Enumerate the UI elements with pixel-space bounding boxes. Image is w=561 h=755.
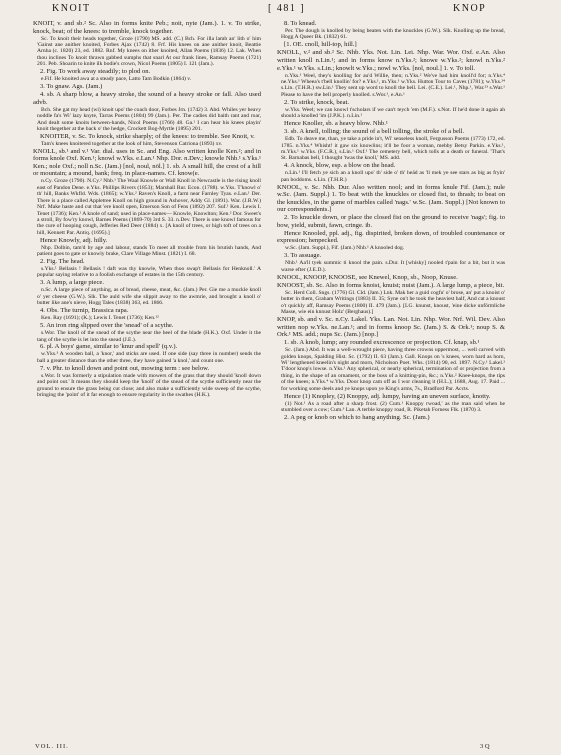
citation-block: Per. The dough is knolled by being beaten with the knuckles (G.W.). Slk. Knolling up the bread, Hogg A Queer Bk. (1832) 61. [281, 28, 505, 41]
sense-paragraph: 2. To strike, knock, beat. [284, 98, 349, 106]
volume-label: VOL. III. [35, 743, 69, 750]
right-column [277, 20, 505, 742]
left-column [33, 20, 261, 742]
headword-entry: KNOOST, sb. Sc. Also in forms knoist, knuist; nuist (Jam.). A large lump, a piece, bit. [277, 281, 505, 289]
sense-paragraph: 2. A peg or knob on which to hang anything. Sc. (Jam.) [284, 413, 430, 421]
headword-entry: KNOLL, v.² and sb.² Sc. Nhb. Yks. Not. Lin. Lei. Nhp. War. Wor. Oxf. e.An. Also written knoll n.Lin.¹; and in forms know n.Yks.²; knowe w.Yks.²; knowl n.Yks.² e.Yks.¹ w.Yks. s.Lin.; knowlt w.Yks.; nowl w.Yks. [nol, noul.] 1. v. To toll. [277, 49, 505, 72]
sense-paragraph: 6. pl. A boys' game, similar to 'knur and spell' (q.v.). [40, 343, 178, 351]
sense-paragraph: [1. OE. cnoll, hill-top, hill.] [284, 41, 357, 49]
citation-block: w.Yks.³ A wooden ball, a 'knor,' and sticks are used. If one side (say three in number) sends the ball a greater distance than the other three, they have gained 'a knol,' and count one. [37, 351, 261, 364]
sense-paragraph: Hence Knoller, sb. a heavy blow. Nhb.¹ [284, 120, 388, 128]
citation-block: e.Fif. He knoited awa at a steady pace, Latto Tam Bodkin (1864) v. [41, 76, 192, 83]
sense-paragraph: 3. To gnaw. Ags. (Jam.) [40, 83, 103, 91]
sense-paragraph: Hence Knowly, adj. hilly. [40, 236, 108, 244]
header-left-headword: KNOIT [52, 3, 91, 14]
sense-paragraph: 3. A lump, a large piece. [40, 279, 104, 287]
sense-paragraph: 2. Fig. To work away steadily; to plod on. [40, 68, 151, 76]
sense-paragraph: 4. A knock, blow, esp. a blow on the head. [284, 162, 396, 170]
citation-block: Sc. Herd Coll. Sngs. (1776) Gl. Cld. (Jam.) Lnk. Mak her a guid cogfu' o' brose, an' put a knoist o' butter in them, Graham Writings (1883) II. 35; Syne on't he took the heaviest half, And cat a knoust o't quickly aff, Ramsay Poems (1800) II. 479 (Jam.). [LG. knunst, knoust, 'eine dicke unförmliche Masse, wie ein knnust Holz' (Berghaus).] [281, 289, 505, 316]
running-header [0, 3, 561, 17]
sense-paragraph: 1. sb. A knob, lump; any rounded excrescence or projection. Cf. knap, sb.¹ [284, 339, 480, 347]
headword-entry: KNOLL, sb.¹ and v.¹ Var. dial. uses in Sc. and Eng. Also written knolle Ken.²; and in forms knole Oxf. Ken.¹; knowl w.Yks. e.Lan.¹ Nhp. Dor. n.Dev.; knowle Nhb.¹ s.Yks.¹ Ken.; nole Oxf.; noll n.Sc. (Jam.) [nol, noul, nōl.] 1. sb. A small hill, the crest of a hill or mountain; a mound, bank; freq. in place-names. Cf. know(e. [33, 147, 261, 178]
citation-block: s.Wor. The knoll of the snead of the scythe near the heel of the blade (H.K.). Oxf. Under it the tang of the scythe is let into the snead (J.E.). [37, 330, 261, 343]
citation-block: Tam's knees knoitered together at the look of him, Stevenson Catriona (1893) xv. [41, 140, 223, 147]
citation-block: n.Cy. Groze (1790). N.Cy.² Nhb.¹ The Waal Knowle or Wall Knoll in Newcastle is the rising knoll east of Pandon Dene. e.Yks. Phillips Rivers (1853); Marshall Rur. Econ. (1788). w.Yks. T'knowl o' th' hill, Banks Wkfld. Wds. (1865); w.Yks.² Raven's Knoll, a farm near Farnley Tyas. e.Lan.¹ Der. There is a place called Appletree Knoll on high ground in Ashover, Addy Gl. (1891). War. (J.R.W.) Nrf. Make haste and cut that 'ere knoll open, Emerson Son of Fens (1892) 207. Suf.¹ Ken. Lewis I. Tenet (1736); Ken.¹ A knole of sand; used in place-names— Knowle, Knowlton; Ken.² Dor. Sweet's a stroll, By fow'ry knowl, Barnes Poems (1869-70) 3rd S. 33. n.Dev. There is one knowl famous for the cure of hooping cough, Jefferies Red Deer (1884) x. [A knoll of trees, or high toft of trees on a hill, Kennett Par. Antiq. (1695).] [37, 178, 261, 236]
sense-paragraph: KNOITER, v. Sc. To knock, strike sharply; of the knees: to tremble. See Knoit, v. [40, 132, 255, 140]
page-number: [ 481 ] [268, 3, 306, 14]
sense-paragraph: 4. sb. A sharp blow, a heavy stroke, the sound of a heavy stroke or fall. Also used advb. [33, 91, 261, 106]
citation-block: Nhb.¹ Aa'll tyek summic ti knool the pain. s.Dur. It [whisky] nooled t'pain for a bit, but it was warse efter (J.E.D.). [281, 260, 505, 273]
citation-block: s.Wor. It was formerly a stipulation made with mowers of the grass that they should 'knoll down and point out.' It means they should keep the 'knoll' of the snead of the scythe sufficiently near the ground to ensure the grass being cut close; and also make a sufficiently wide sweep of the scythe, bringing the 'point' of it far enough to ensure regularity in the swathes (H.K.). [37, 372, 261, 399]
sense-paragraph: 3. sb. A knell, tolling; the sound of a bell tolling, the stroke of a bell. [284, 128, 465, 136]
citation-block: Ken. Ray (1691); (K.); Lewis I. Tenet (1736); Ken.¹² [41, 315, 159, 322]
headword-entry: KNOP, sb. and v. Sc. n.Cy. Lakel. Yks. Lan. Not. Lin. Nhp. Wor. Nrf. Wil. Dev. Also written nop w.Yks. ne.Lan.¹; and in forms knoop Sc. (Jam.) S. & Ork.¹; noup S. & Ork.¹ MS. add.; nups Sc. (Jam.) [nop.] [277, 315, 505, 339]
sense-paragraph: 7. v. Phr. to knoll down and point out, mowing term : see below. [40, 364, 210, 372]
citation-block: (1) Not.¹ As a road after a sharp frost. (2) Cum.¹ Knoppy rwoad,' as the man said when he stumbled over a cow; Cum.³ Lan. A terble knoppy road, R. Piketah Forness Flk. (1870) 3. [281, 400, 505, 413]
citation-block: Edb. To deave me, than, ye take a pride in't, Wi' senseless knoll, Fergusson Poems (1773) 172, ed. 1785. n.Yks.⁴ Whisht! it gaw six knowlins; it'll be foor a woman, mebby Betsy Parkin. e.Yks.¹, m.Yks.¹ w.Yks. (F.C.R.), s.Lin.¹ Oxf.¹ The cemetery bell, which tolls at a death or funeral. 'That's St. Barnabas bell, I thought 'twas the knoll,' MS. add. [281, 136, 505, 162]
signature-mark: 3 Q [480, 743, 490, 750]
sense-paragraph: 3. To assuage. [284, 252, 322, 260]
sense-paragraph: 8. To knead. [284, 20, 317, 27]
citation-block: Nhp. Dolbin, tam'd by age and labour, stands To meet all trouble from his brutish hands, And patient goes to gate or knowly brake, Clare Village Minst. (1821) I. 68. [37, 244, 261, 258]
header-right-headword: KNOP [453, 3, 487, 14]
sense-paragraph: 2. Fig. The head. [40, 258, 85, 265]
citation-block: Bch. She gat my head (wi) knoit upo' the coach door, Forbes Jrn. (1742) 3. Abd. Whiles yer heavy noddle fa's Wi' lazy knyte, Tarras Poems (1804) 99 (Jam.). Per. The cadies did baith rant and roar, And dealt some knoits between-hands, Nicol Poems (1766) 48. Ga.¹ I can hear his knees playin' knoit thegether at the back o' the hedge, Crockett Bog-Myrtle (1895) 201. [37, 106, 261, 132]
headword-entry: KNOOL, v. Sc. Nhb. Dur. Also written nool; and in forms knule Fif. (Jam.); nule w.Sc. (Jam. Suppl.) 1. To beat with the knuckles or closed fist, to thrash; to beat on the knuckles, in the game of marbles called 'nags.' w.Sc. (Jam. Suppl.) [Not known to our correspondents.] [277, 183, 505, 214]
sense-paragraph: Hence (1) Knopley, (2) Knoppy, adj. lumpy, having an uneven surface, knotty. [284, 392, 491, 400]
citation-block: Sc. (Jam.) Abd. It was a well-wrought piece, having three crowns uppermost, ... well carved with golden knops, Spalding Hist. Sc. (1792) II. 63 (Jam.). Gall. Knops on 's knees, worn hard as horn, Wi' lengthened kneelin's night and morn, Nicholson Poet. Wks. (1814) 90, ed. 1897. N.Cy.¹ Lakel.² T'door knop's lowse. n.Yks.¹ Any spherical, or nearly spherical, termination of or projection from a thing, in the shape of an ornament, or the boss of a knitting-pin, &c.; n.Yks.² Knee-knops, the tips of the knees; n.Yks.⁴ w.Yks. Door knop cam off as I wor cleaning it (H.L.); 1688, Aug. 17. Paid ... for working some deels and ye knops upon ye King's arms, 7s., Bradford Par. Accts. [281, 347, 505, 392]
citation-block: n.Sc. A large piece of anything, as of bread, cheese, meat, &c. (Jam.) Per. Gie me a muckle knoll o' yer cheese (G.W.). Slk. The auld wife she slippit away to the awmrie, and brought a knoll o' butter like ane's nieve, Hogg Tales (1838) 363, ed. 1866. [37, 287, 261, 307]
sense-paragraph: Hence Knooled, ppl. adj., fig. dispirited, broken down, of troubled countenance or expression; henpecked. [277, 229, 505, 245]
citation-block: w.Sc. (Jam. Suppl.), Fif. (Jam.) Nhb.¹ A knooled dog. [285, 245, 405, 252]
citation-block: Sc. To knoit their heads together, Groze (1790) MS. add. (C.) Bch. For illa lamb an' lith o' him 'Gainst ane anither knoited, Forbes Ajax (1742) 8. Frf. His knees on ane anither knoit, Beattie Arnha (c. 1820) 23, ed. 1882. Rnf. My knees on ither knoited, Allan Poems (1836) 12. Lak. When thou inclines To knoit thrawn gabbed sumphs that snarl At our frank lines, Ramsay Poems (1721) 201. Peb. Shoarin to knite ilk bodie's crown, Nicol Poems (1805) I. 121 (Jam.). [37, 35, 261, 68]
headword-entry: KNOIT, v. and sb.² Sc. Also in forms knite Peb.; noit, nyte (Jam.). 1. v. To strike, knock, beat; of the knees: to tremble, knock together. [33, 20, 261, 35]
sense-paragraph: 5. An iron ring slipped over the 'snead' of a scythe. [40, 322, 174, 330]
headword-entry: KNOOL, KNOOP, KNOOSE, see Knewel, Knop, sb., Noop, Knuse. [277, 273, 458, 281]
citation-block: w.Yks. Weel; we can knowl t'scholars if we can't teych 'em (M.F.). s.Not. If he'd done it again ah should a knolled 'im (J.P.K.). n.Lin.¹ [281, 106, 505, 120]
citation-block: n.Yks.¹ Weel, they's knolling for au'd Willie, then; n.Yks.² We've had him knoll'd for; n.Yks.⁴ ne.Yks.¹ Wheea's t'bell knollin' for? e.Yks.¹, m.Yks.¹ w.Yks. Hutton Tour to Caves (1781); w.Yks.²⁴ s.Lin. (T.H.R.) sw.Lin.¹ They sent up word to knoll the bell. Lei. (C.E.). Lei.¹, Nhp.¹, War.²³ s.War.¹ Please to have the bell properly knolled. s.Wor.¹, e.An.¹ [281, 72, 505, 98]
sense-paragraph: 4. Obs. The turnip, Brassica rapa. [40, 307, 129, 315]
sense-paragraph: 2. To knuckle down, or place the closed fist on the ground to receive 'nags'; fig. to bow, yield, submit, fawn, cringe. ib. [277, 214, 505, 229]
citation-block: n.Lin.¹ I'll fetch ye sich an a knoll upo' th' side o' th' heäd as 'll mek ye see stars as big as fryin' pan boddoms. s.Lin. (T.H.R.) [281, 170, 505, 183]
page-footer [0, 743, 561, 753]
citation-block: s.Yks.¹ Bellasis ! Bellasis ! daft was thy knowle, When thoo swap't Bellasis for Henknoll.' A popular saying relative to a foolish exchange of estates in the 15th century. [37, 266, 261, 279]
